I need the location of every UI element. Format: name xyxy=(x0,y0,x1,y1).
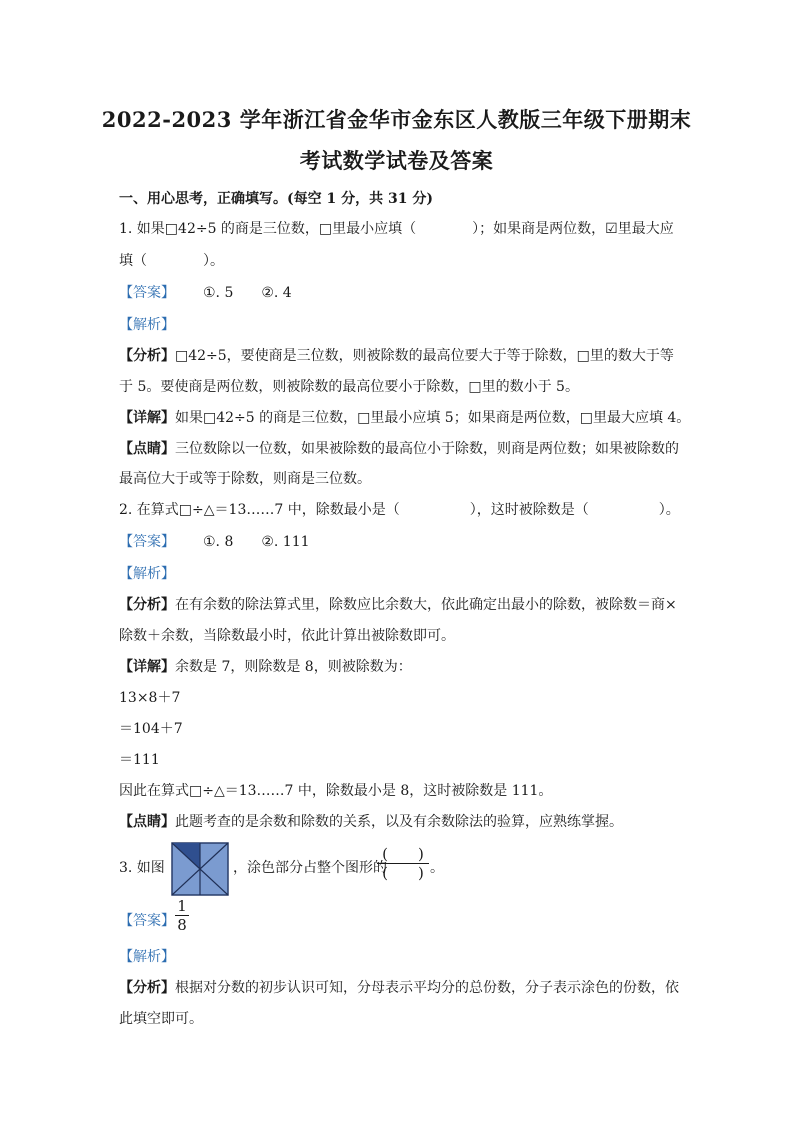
q3-figure xyxy=(171,842,229,896)
q2-dianjing-text: 此题考查的是余数和除数的关系，以及有余数除法的验算，应熟练掌握。 xyxy=(175,814,623,830)
analysis-tag: 【解析】 xyxy=(119,566,175,582)
q2-calc-1: 13×8＋7 xyxy=(119,690,181,706)
q1-dianjing-2: 最高位大于或等于除数，则商是三位数。 xyxy=(119,471,371,487)
q2-fenxi-1 xyxy=(119,594,677,614)
xiangjie-tag: 【详解】 xyxy=(119,410,175,426)
q3-prefix: 3. 如图 xyxy=(119,860,165,876)
q2-fenxi-2: 除数＋余数，当除数最小时，依此计算出被除数即可。 xyxy=(119,628,455,644)
title-line-2: 考试数学试卷及答案 xyxy=(299,148,494,173)
q2-dianjing xyxy=(119,811,623,831)
q2-xiangjie xyxy=(119,656,412,676)
q1-dianjing-text-1: 三位数除以一位数，如果被除数的最高位小于除数，则商是两位数；如果被除数的 xyxy=(175,441,679,457)
q3-fenxi-text-1: 根据对分数的初步认识可知，分母表示平均分的总份数，分子表示涂色的份数，依 xyxy=(175,980,679,996)
q2-calc-3: ＝111 xyxy=(119,752,160,768)
q3-analysis-row xyxy=(119,946,175,966)
dianjing-tag: 【点睛】 xyxy=(119,441,175,457)
q1-fenxi-text-1: □42÷5，要使商是三位数，则被除数的最高位要大于等于除数，□里的数大于等 xyxy=(175,348,674,364)
q3-answer-row xyxy=(119,910,175,930)
q1-answer-row xyxy=(119,282,292,302)
answer-tag: 【答案】 xyxy=(119,534,175,550)
q3-fenxi-1 xyxy=(119,977,679,997)
q2-line-1: 2. 在算式□÷△＝13……7 中，除数最小是（ ），这时被除数是（ ）。 xyxy=(119,502,680,518)
answer-tag: 【答案】 xyxy=(119,913,175,929)
q2-fenxi-text-1: 在有余数的除法算式里，除数应比余数大，依此确定出最小的除数，被除数＝商× xyxy=(175,597,677,613)
q1-answer: ①. 5 ②. 4 xyxy=(203,285,292,301)
q1-dianjing-1 xyxy=(119,438,679,458)
q1-xiangjie xyxy=(119,407,690,427)
q1-line-2: 填（ ）。 xyxy=(119,253,224,269)
q2-calc-2: ＝104＋7 xyxy=(119,721,183,737)
fenxi-tag: 【分析】 xyxy=(119,597,175,613)
q3-blank-numerator: ( ) xyxy=(382,845,424,863)
q3-blank-fraction xyxy=(377,845,429,882)
q1-xiangjie-text: 如果□42÷5 的商是三位数，□里最小应填 5；如果商是两位数，□里最大应填 4。 xyxy=(175,410,691,426)
q1-fenxi-1 xyxy=(119,345,674,365)
q3-fenxi-2: 此填空即可。 xyxy=(119,1011,203,1027)
q2-answer-row xyxy=(119,531,310,551)
analysis-tag: 【解析】 xyxy=(119,317,175,333)
q3-answer-denominator: 8 xyxy=(177,916,187,934)
q3-answer-numerator: 1 xyxy=(177,897,187,915)
q3-mid-text: ，涂色部分占整个图形的 xyxy=(233,860,387,876)
title-line-1: 2022-2023 学年浙江省金华市金东区人教版三年级下册期末 xyxy=(101,107,692,132)
q3-suffix: 。 xyxy=(430,860,444,876)
q3-blank-denominator: ( ) xyxy=(382,864,424,882)
dianjing-tag: 【点睛】 xyxy=(119,814,175,830)
q3-answer-fraction xyxy=(175,897,189,934)
q2-xiangjie-text: 余数是 7，则除数是 8，则被除数为： xyxy=(175,659,412,675)
analysis-tag: 【解析】 xyxy=(119,949,175,965)
section-heading: 一、用心思考，正确填写。(每空 1 分，共 31 分) xyxy=(119,191,433,207)
xiangjie-tag: 【详解】 xyxy=(119,659,175,675)
q2-analysis-row xyxy=(119,563,175,583)
q1-line-1: 1. 如果□42÷5 的商是三位数，□里最小应填（ ）；如果商是两位数，☑里最大应 xyxy=(119,221,674,237)
q2-conclusion: 因此在算式□÷△＝13……7 中，除数最小是 8，这时被除数是 111。 xyxy=(119,783,553,799)
q3-line xyxy=(119,857,165,877)
answer-tag: 【答案】 xyxy=(119,285,175,301)
fenxi-tag: 【分析】 xyxy=(119,980,175,996)
q1-analysis-row xyxy=(119,314,175,334)
q2-answer: ①. 8 ②. 111 xyxy=(203,534,310,550)
q1-fenxi-2: 于 5。要使商是两位数，则被除数的最高位要小于除数，□里的数小于 5。 xyxy=(119,379,579,395)
fenxi-tag: 【分析】 xyxy=(119,348,175,364)
